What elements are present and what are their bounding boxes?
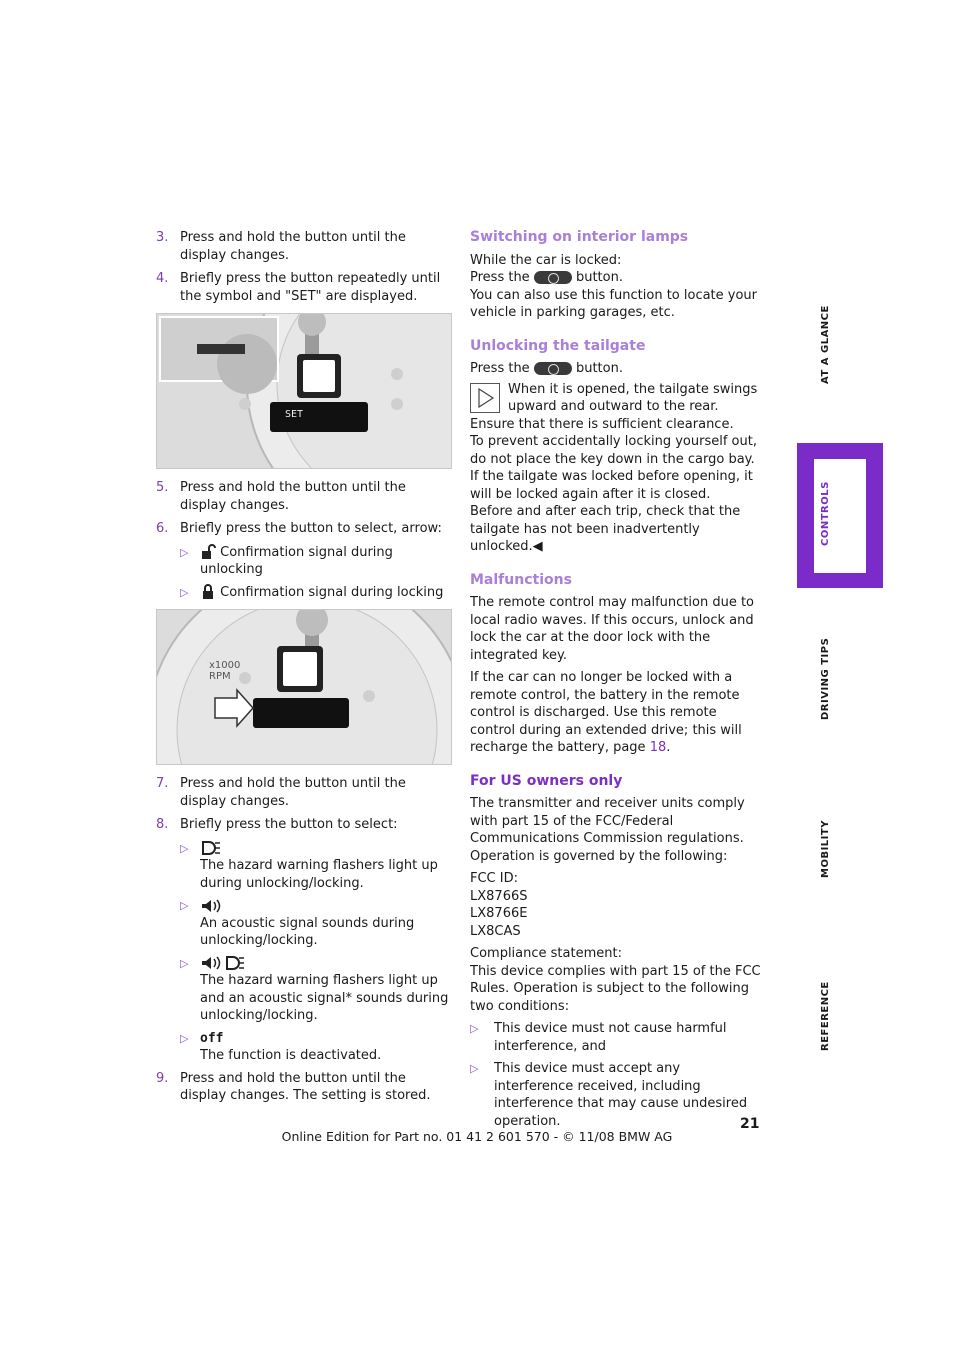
fcc-id-block: FCC ID: LX8766S LX8766E LX8CAS xyxy=(470,871,528,939)
page-number: 21 xyxy=(740,1116,760,1132)
step-9: 9. Press and hold the button until the display changes. The setting is stored. xyxy=(156,1070,431,1103)
side-tab-reference[interactable]: REFERENCE xyxy=(820,981,831,1051)
right-column: Switching on interior lamps While the car is locked: Press the button. You can also use this function to locate your vehicle in parking garages, etc. Unlocking the tailgate Press the button. When it is opened, the tailgate swings upward and outward to the rear. Ensure that there is sufficient clearance. To prevent accidentally locking yourself out, do not place the key down in the cargo bay. If the tailgate was locked before opening, it will be locked again after it is closed. Before and after each trip, check that the tailgate has not been inadvertently unlocked.◀ Malfunctions The remote control may malfunction due to local radio waves. If this occurs, unlock and lock the car at the door lock with the integrated key. If the car can no longer be locked with a remote control, the battery in the remote control is discharged. Use this remote control during an extended drive; this will recharge the battery, page 18. For US owners only The transmitter and receiver units comply with part 15 of the FCC/Federal Communications Commission regulations. Operation is governed by the following: FCC ID: LX8766S LX8766E LX8CAS Compliance statement: This device complies with part 15 of the FCC Rules. Operation is subject to the following two conditions: ▷ This device must not cause harmful interference, and ▷ This device must accept any interference received, including interference that may cause undesired operation. xyxy=(470,229,761,1129)
option-flashers-and-signal: ▷ The hazard warning flashers light up and an acoustic signal* sounds during unlocking/locking. xyxy=(180,956,449,1023)
figure-set-display xyxy=(156,313,452,469)
option-unlock-confirm: ▷ Confirmation signal during unlocking xyxy=(180,544,393,577)
horn-icon xyxy=(200,898,224,914)
step-6: 6. Briefly press the button to select, arrow: xyxy=(156,521,442,536)
note-arrow-icon xyxy=(470,383,500,413)
step-3: 3. Press and hold the button until the display changes. xyxy=(156,230,406,263)
tailgate-heading: Unlocking the tailgate xyxy=(470,337,646,354)
lock-icon xyxy=(200,584,216,600)
step-4: 4. Briefly press the button repeatedly until the symbol and "SET" are displayed. xyxy=(156,271,441,304)
set-display-text: SET xyxy=(285,409,304,420)
left-column xyxy=(156,229,452,1111)
horn-and-flasher-icon xyxy=(200,955,246,971)
side-tab-mobility[interactable]: MOBILITY xyxy=(820,820,831,878)
side-tab-controls[interactable]: CONTROLS xyxy=(820,481,831,546)
interior-lamps-heading: Switching on interior lamps xyxy=(470,229,689,245)
instrument-cluster-image xyxy=(157,314,451,468)
rpm-label: x1000 RPM xyxy=(209,660,241,682)
instrument-cluster-image xyxy=(157,610,451,764)
remote-tailgate-button-icon xyxy=(534,362,572,375)
side-tab-driving-tips[interactable]: DRIVING TIPS xyxy=(820,637,831,720)
step-7: 7. Press and hold the button until the display changes. xyxy=(156,776,406,809)
us-owners-heading: For US owners only xyxy=(470,772,623,789)
figure-signal-display xyxy=(156,609,452,765)
tailgate-note: When it is opened, the tailgate swings upward and outward to the rear. Ensure that there is sufficient clearance. xyxy=(470,381,758,432)
off-label: off xyxy=(200,1030,224,1046)
unlock-icon xyxy=(200,544,216,560)
option-acoustic-signal: ▷ An acoustic signal sounds during unlocking/locking. xyxy=(180,899,415,948)
hazard-flasher-icon xyxy=(200,840,222,856)
remote-lamp-button-icon xyxy=(534,271,572,284)
interior-lamps-press: Press the button. xyxy=(470,270,623,285)
option-off: ▷ off The function is deactivated. xyxy=(180,1030,382,1063)
step-5: 5. Press and hold the button until the display changes. xyxy=(156,480,406,513)
page-link[interactable]: 18 xyxy=(649,740,667,755)
footer-text: Online Edition for Part no. 01 41 2 601 570 - © 11/08 BMW AG xyxy=(281,1129,673,1144)
option-lock-confirm: ▷ Confirmation signal during locking xyxy=(180,584,444,600)
option-hazard-flashers: ▷ The hazard warning flashers light up during unlocking/locking. xyxy=(180,841,438,891)
side-tab-at-a-glance[interactable]: AT A GLANCE xyxy=(820,305,831,384)
compliance-bullet-1: ▷ This device must not cause harmful interference, and xyxy=(470,1021,727,1054)
tailgate-press: Press the button. xyxy=(470,361,623,376)
malfunctions-para2: If the car can no longer be locked with a remote control, the battery in the remote control is discharged. Use this remote control during an extended drive; this will recharge the battery, page 18. xyxy=(470,670,742,755)
step-8: 8. Briefly press the button to select: xyxy=(156,817,398,832)
malfunctions-heading: Malfunctions xyxy=(470,571,572,588)
compliance-bullet-2: ▷ This device must accept any interference received, including interference that may cause undesired operation. xyxy=(470,1061,748,1129)
